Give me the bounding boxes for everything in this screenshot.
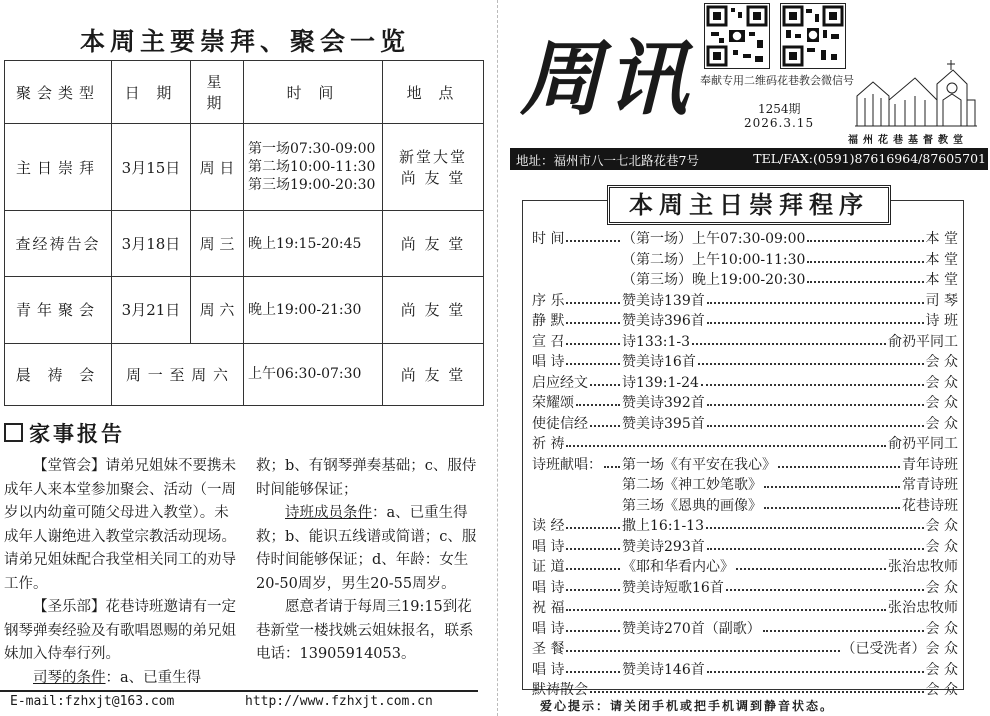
dot-leader [566,618,620,632]
cell-type: 青年聚会 [5,277,112,343]
cell-place: 尚 友 堂 [383,210,484,276]
program-item [532,249,958,269]
qr-code-offering-icon [704,3,770,69]
dot-leader [726,577,924,591]
program-item-label: 读 经 [532,518,565,534]
dot-leader [566,515,620,529]
program-item [532,310,958,330]
report-paragraph: 救；b、有钢琴弹奏基础；c、服侍时间能够保证； [256,458,477,498]
program-item-label: 默祷散会 [532,682,588,698]
program-item-content: 赞美诗146首 [622,661,705,678]
dot-leader [566,228,620,242]
column-divider [497,0,498,716]
program-item [532,351,958,371]
dot-leader [701,372,924,386]
program-item-leader: 俞礽平同工 [888,333,958,350]
report-title: 家事报告 [29,421,125,446]
program-item-content: 诗139:1-24 [622,374,699,391]
program-item-leader: 会 众 [925,415,958,432]
table-row [5,124,484,211]
dot-leader [736,556,886,570]
program-item [532,433,958,453]
place-line: 尚 友 堂 [400,169,466,188]
program-item-content: 第三场《恩典的画像》 [622,497,762,514]
dot-leader [566,331,620,345]
col-header-weekday: 星 期 [191,61,244,124]
dot-leader [807,228,924,242]
program-item-label: 序 乐 [532,292,565,309]
program-item-content: 赞美诗395首 [622,415,705,432]
cell-type: 主日崇拜 [5,124,112,211]
table-row [5,210,484,276]
program-item-leader: 张治忠牧师 [888,600,958,616]
table-row [5,277,484,343]
program-item-label: 唱 诗 [532,620,565,637]
program-item-leader: 常青诗班 [902,477,958,493]
program-item [532,536,958,556]
program-item-content: 赞美诗396首 [622,313,705,329]
dot-leader [566,638,840,652]
dot-leader [763,618,924,632]
dot-leader [707,392,924,406]
report-paragraph: 愿意者请于每周三19:15到花巷新堂一楼找姚云姐妹报名，联系电话：13905914053。 [256,599,474,662]
report-left-column [4,455,240,690]
program-item-leader: 会 众 [925,661,958,678]
issue-number: 1254期 [758,102,801,116]
dot-leader [576,392,620,406]
footer-website[interactable]: http://www.fzhxjt.com.cn [245,694,433,709]
cell-date: 3月15日 [112,124,191,211]
schedule-table [4,60,484,406]
qr-wechat-label: 花巷教会微信号 [777,74,854,87]
cell-date: 3月18日 [112,210,191,276]
program-item-content: 诗133:1-3 [622,333,690,350]
report-paragraph: 【堂管会】请弟兄姐妹不要携未成年人来本堂参加聚会、活动（一周岁以内幼童可随父母进入教堂）。未成年人谢绝进入教堂宗教活动现场。请弟兄姐妹配合我堂相关同工的劝导工作。 [4,458,236,592]
schedule-title: 本周主要崇拜、聚会一览 [79,27,410,56]
program-item-leader: 会 众 [925,579,958,596]
dot-leader [807,269,924,283]
dot-leader [692,331,886,345]
dot-leader [604,454,620,468]
program-item-label: 唱 诗 [532,579,565,596]
program-item-label: 时 间 [532,231,565,247]
program-item [532,228,958,248]
dot-leader [566,536,620,550]
program-item [532,577,958,597]
program-item-label: 荣耀颂 [532,395,574,411]
dot-leader [707,536,924,550]
program-item [532,413,958,433]
program-item-content: （第一场）上午07:30-09:00 [622,231,806,247]
dot-leader [566,433,886,447]
program-item-label: 唱 诗 [532,538,565,555]
reminder-tip: 爱心提示：请关闭手机或把手机调到静音状态。 [540,699,835,713]
program-item-content: 撒上16:1-13 [622,518,704,534]
church-name: 福州花巷基督教堂 [848,135,968,146]
report-paragraph: 诗班成员条件：a、已重生得救；b、能识五线谱或简谱；c、服侍时间能够保证；d、年龄：女生20-50周岁，男生20-55周岁。 [256,505,477,592]
time-line: 第二场10:00-11:30 [248,159,376,176]
newsletter-logo: 周讯 [520,31,692,127]
checkbox-square-icon [4,423,23,442]
program-item [532,618,958,638]
dot-leader [707,659,924,673]
time-line: 第一场07:30-09:00 [248,141,376,158]
program-item-content: （第三场）晚上19:00-20:30 [622,272,806,288]
col-header-place: 地 点 [383,61,484,124]
program-item [532,515,958,535]
dot-leader [764,495,900,509]
cell-weekday: 周 三 [191,210,244,276]
address-bar [510,148,988,170]
program-item-label: 诗班献唱： [532,456,602,473]
program-item [532,597,958,617]
cell-time: 晚上19:00-21:30 [244,277,383,343]
program-item-leader: 会 众 [925,395,958,411]
report-right-column [256,455,486,667]
program-item-label: 证 道 [532,559,565,575]
program-item-content: 第二场《神工妙笔歌》 [622,477,762,493]
program-item-content: 第一场《有平安在我心》 [622,456,776,473]
program-item-leader: 会 众 [925,354,958,370]
dot-leader [706,515,924,529]
dot-leader [778,454,900,468]
program-item-content: 赞美诗16首 [622,354,696,370]
place-line: 新堂大堂 [398,148,467,167]
cell-date: 3月21日 [112,277,191,343]
program-item-leader: 本 堂 [925,272,958,288]
program-item-label: 圣 餐 [532,641,565,657]
program-item-leader: 诗 班 [925,313,958,329]
program-item-label: 祈 祷 [532,436,565,452]
program-item-leader: 司 琴 [925,292,958,309]
dot-leader [590,679,924,693]
program-item-leader: 会 众 [925,682,958,698]
issue-date: 2026.3.15 [744,116,815,130]
dot-leader [566,577,620,591]
cell-type: 查经祷告会 [5,210,112,276]
qr-code-wechat-icon [780,3,846,69]
program-item-content: 赞美诗293首 [622,538,705,555]
program-item-label: 唱 诗 [532,661,565,678]
program-item-content: 赞美诗270首（副歌） [622,620,761,637]
program-item [532,269,958,289]
program-item-content: 赞美诗392首 [622,395,705,411]
program-item-leader: 俞礽平同工 [888,436,958,452]
dot-leader [590,372,620,386]
program-item [532,331,958,351]
program-item-content: 赞美诗139首 [622,292,705,309]
schedule-header-row [5,61,484,124]
report-paragraph: 司琴的条件：a、已重生得 [33,669,202,686]
program-item-leader: 张治忠牧师 [888,559,958,575]
dot-leader [707,310,924,324]
cell-time [244,124,383,211]
cell-weekday: 周 日 [191,124,244,211]
program-item [532,679,958,699]
cell-place [383,124,484,211]
dot-leader [566,556,620,570]
program-item-leader: 会 众 [925,374,958,391]
program-item-content: 赞美诗短歌16首 [622,579,724,596]
cell-time: 上午06:30-07:30 [244,343,383,405]
program-item-leader: 花巷诗班 [902,497,958,514]
col-header-date: 日 期 [112,61,191,124]
program-item-leader: 会 众 [925,518,958,534]
cell-place: 尚 友 堂 [383,277,484,343]
dot-leader [707,290,924,304]
cell-time: 晚上19:15-20:45 [244,210,383,276]
cell-date: 周 一 至 周 六 [112,343,244,405]
dot-leader [807,249,924,263]
program-item [532,495,958,515]
program-item-label: 启应经文 [532,374,588,391]
dot-leader [698,351,924,365]
program-item [532,659,958,679]
program-item-leader: 青年诗班 [902,456,958,473]
program-item-label: 静 默 [532,313,565,329]
program-item-label: 宣 召 [532,333,565,350]
report-paragraph: 【圣乐部】花巷诗班邀请有一定钢琴弹奏经验及有歌唱恩赐的弟兄姐妹加入侍奉行列。 [4,599,236,662]
dot-leader [566,310,620,324]
program-item-leader: 会 众 [925,538,958,555]
program-item-leader: （已受洗者）会 众 [841,641,958,657]
dot-leader [566,597,886,611]
program-item [532,474,958,494]
program-item-leader: 本 堂 [925,231,958,247]
dot-leader [566,351,620,365]
program-item-label: 使徒信经 [532,415,588,432]
time-line: 第三场19:00-20:30 [248,177,376,194]
footer-divider [0,690,478,692]
program-item [532,454,958,474]
dot-leader [566,659,620,673]
dot-leader [566,290,620,304]
phone-text: TEL/FAX:(0591)87616964/87605701 [753,151,986,166]
cell-type: 晨 祷 会 [5,343,112,405]
program-item [532,556,958,576]
program-item-label: 祝 福 [532,600,565,616]
dot-leader [590,413,620,427]
qr-offering-label: 奉献专用二维码 [700,74,777,87]
footer-email[interactable]: E-mail:fzhxjt@163.com [10,694,175,709]
condition-heading: 司琴的条件 [33,669,106,686]
address-text: 地址：福州市八一七北路花巷7号 [516,153,699,168]
col-header-time: 时 间 [244,61,383,124]
col-header-type: 聚会类型 [5,61,112,124]
dot-leader [707,413,924,427]
program-item [532,372,958,392]
table-row [5,343,484,405]
report-heading [4,418,125,448]
program-item-content: （第二场）上午10:00-11:30 [622,251,806,268]
program-title: 本周主日崇拜程序 [607,185,891,225]
program-item [532,392,958,412]
church-building-icon [855,60,977,128]
cell-place: 尚 友 堂 [383,343,484,405]
program-item-leader: 会 众 [925,620,958,637]
dot-leader [764,474,900,488]
condition-heading: 诗班成员条件 [285,505,372,521]
program-item [532,290,958,310]
program-item-leader: 本 堂 [925,251,958,268]
cell-weekday: 周 六 [191,277,244,343]
program-item [532,638,958,658]
program-item-label: 唱 诗 [532,354,565,370]
program-item-content: 《耶和华看内心》 [622,559,734,575]
